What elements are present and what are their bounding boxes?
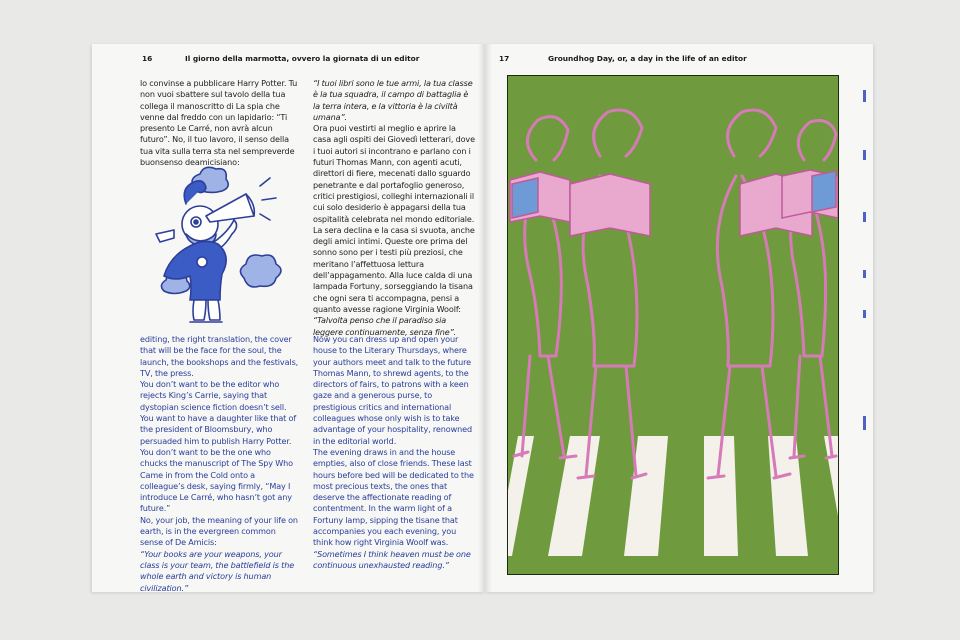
english-column-1 <box>140 334 299 594</box>
italian-quote: “Talvolta penso che il paradiso sia leggere continuamente, senza fine”. <box>313 315 457 337</box>
edge-mark <box>863 416 866 430</box>
english-paragraph: Now you can dress up and open your house to the Literary Thursdays, where your authors meet and talk to the future Thomas Mann, to shrewd agents, to the directors of fairs, to patrons with a keen gaze and a generous purse, to prestigious critics and international colleagues whose only wish is to take advantage of your hospitality, renowned in the editorial world. <box>313 334 472 446</box>
edge-mark <box>863 270 866 278</box>
right-running-head: Groundhog Day, or, a day in the life of an editor <box>548 54 747 63</box>
english-column-2 <box>313 334 475 571</box>
edge-mark <box>863 90 866 102</box>
walking-figures <box>514 110 836 478</box>
english-paragraph: You don’t want to be the editor who rejects King’s Carrie, saying that dystopian science fiction doesn’t sell. You want to have a daughter like that of the president of Bloomsbury, who persuaded him to publish Harry Potter. You don’t want to be the one who chucks the manuscript of The Spy Who Came in from the Cold onto a colleague’s desk, saying firmly, “May I introduce Le Carré, who hasn’t got any future.” <box>140 379 297 514</box>
english-paragraph: editing, the right translation, the cover that will be the face for the soul, the launch, the bookshops and the festivals, TV, the press. <box>140 334 299 378</box>
english-quote: “Sometimes I think heaven must be one continuous unexhausted reading.” <box>313 548 471 570</box>
italian-quote: “I tuoi libri sono le tue armi, la tua classe è la tua squadra, il campo di battaglia è la terra intera, e la vittoria è la civiltà umana”. <box>313 78 473 122</box>
megaphone-character-illustration <box>142 158 298 328</box>
italian-paragraph: lo convinse a pubblicare Harry Potter. Tu non vuoi sbattere sul tavolo della tua collega il manoscritto di La spia che venne dal freddo con un lapidario: “Ti presento Le Carré, non avrà alcun futuro”. No, il tuo lavoro, il senso della tua vita sulla terra sta nel sempreverde buonsenso deamicisiano: <box>140 78 298 168</box>
italian-paragraph: Ora puoi vestirti al meglio e aprire la casa agli ospiti dei Giovedì letterari, dove i tuoi autori si incontrano e parlano con i futuri Thomas Mann, con agenti acuti, direttori di fiere, mecenati dallo sguardo penetrante e dal portafoglio generoso, critici prestigiosi, colleghi internazionali il cui solo desiderio è appagarsi della tua ospitalità celebrata nel mondo editoriale. La sera declina e la casa si svuota, anche degli amici intimi. Queste ore prima del sonno sono per i testi più preziosi, che meritano l’affettuosa lettura dell’appagamento. Alla luce calda di una lampada Fortuny, sorseggiando la tisana che ogni sera ti accompagna, pensi a quanto avesse ragione Virginia Woolf: <box>313 123 475 314</box>
italian-column-2 <box>313 78 475 338</box>
edge-mark <box>863 212 866 222</box>
left-page-number: 16 <box>142 54 153 63</box>
english-quote: “Your books are your weapons, your class is your team, the battlefield is the whole earth and victory is human civilization.” <box>140 548 295 593</box>
edge-mark <box>863 310 866 318</box>
crosswalk-scene <box>508 76 838 574</box>
right-page-number: 17 <box>499 54 510 63</box>
english-paragraph: The evening draws in and the house empties, also of close friends. These last hours before bed will be dedicated to the most precious texts, the ones that deserve the affectionate reading of contentment. In the warm light of a Fortuny lamp, sipping the tisane that accompanies you each evening, you think how right Virginia Woolf was. <box>313 446 474 548</box>
english-paragraph: No, your job, the meaning of your life on earth, is in the evergreen common sense of De Amicis: <box>140 514 298 548</box>
reading-women-crosswalk-illustration <box>507 75 839 575</box>
left-running-head: Il giorno della marmotta, ovvero la giornata di un editor <box>185 54 420 63</box>
open-books <box>510 170 838 236</box>
italian-column-1 <box>140 78 299 168</box>
edge-mark <box>863 150 866 160</box>
crosswalk-stripes <box>508 436 838 556</box>
book-spine <box>478 44 492 592</box>
